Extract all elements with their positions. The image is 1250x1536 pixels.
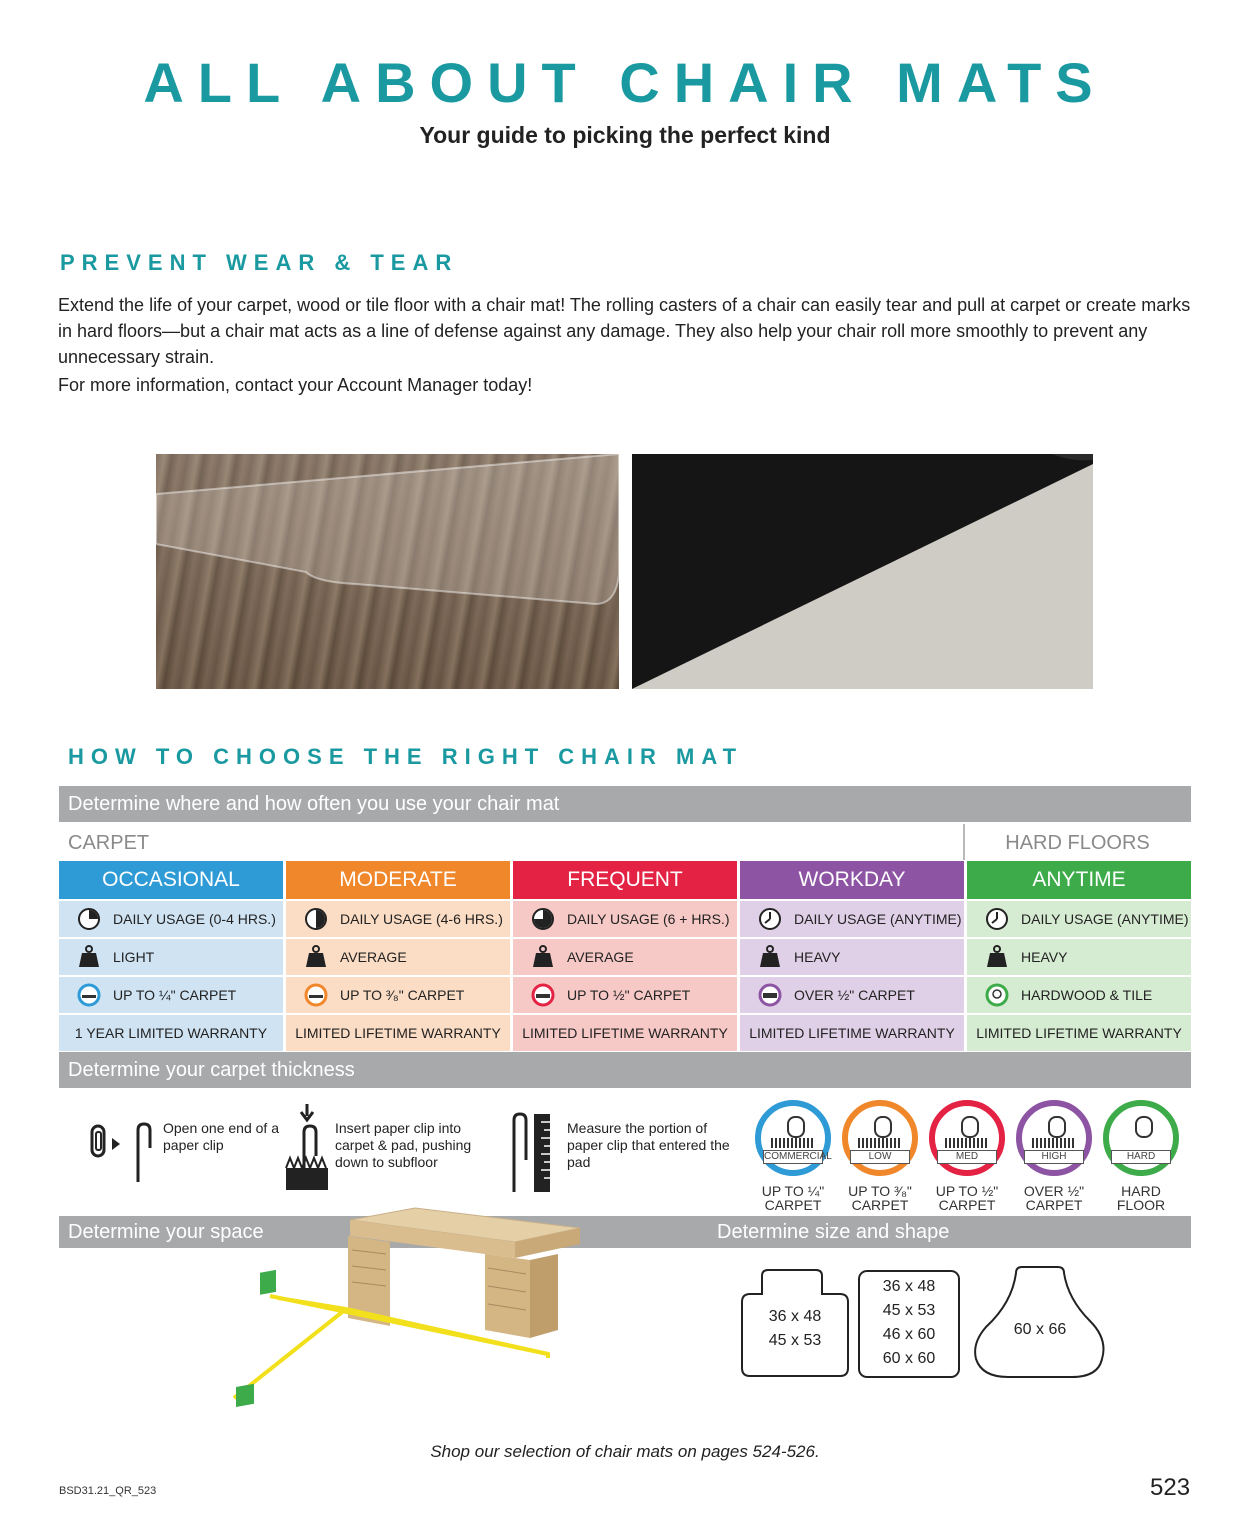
usage-row [513,899,737,937]
clock-icon [758,907,782,931]
usage-row [967,899,1191,937]
weight-icon [77,945,101,969]
weight-row [286,937,510,975]
badge-caption: UP TO ¼" CARPET [761,1183,825,1213]
step-insert-clip: Insert paper clip into carpet & pad, pushing down to subfloor [335,1120,472,1170]
badge-low [842,1100,918,1212]
weight-row [967,937,1191,975]
warranty-text: LIMITED LIFETIME WARRANTY [522,1025,728,1041]
column-workday [740,861,964,1051]
surface-text: UP TO ³⁄₈" CARPET [340,987,465,1003]
where-band: Determine where and how often you use your chair mat [59,786,1191,822]
paper-clip-icon [88,1122,158,1184]
weight-icon [531,945,555,969]
weight-row [59,937,283,975]
step-measure-clip: Measure the portion of paper clip that entered the pad [567,1120,730,1170]
corner-size: 60 x 66 [1013,1321,1067,1338]
clock-icon [77,907,101,931]
badge-tag: COMMERCIAL [764,1151,832,1162]
clock-icon [304,907,328,931]
carpet-badge-icon [304,983,328,1007]
badge-med [929,1100,1005,1212]
column-header: OCCASIONAL [59,861,283,899]
space-band: Determine your space [59,1216,705,1248]
intro-paragraph: Extend the life of your carpet, wood or tile floor with a chair mat! The rolling casters of a chair can easily tear and pull at carpet or create marks in hard floors—but a chair mat acts as a line of defense against any damage. They also help your chair roll more smoothly to prevent any unnecessary strain. [58,295,1191,367]
usage-text: DAILY USAGE (4-6 HRS.) [340,911,503,927]
carpet-badge-icon [77,983,101,1007]
carpet-badge-icon [758,983,782,1007]
column-frequent [513,861,737,1051]
carpet-label: CARPET [68,832,150,854]
weight-text: AVERAGE [567,949,634,965]
usage-text: DAILY USAGE (ANYTIME) [1021,911,1189,927]
column-header: ANYTIME [967,861,1191,899]
warranty-text: LIMITED LIFETIME WARRANTY [295,1025,501,1041]
warranty-row [286,1013,510,1051]
med-carpet-icon [929,1100,1005,1176]
badge-tag: HIGH [1024,1150,1084,1164]
badge-high [1016,1100,1092,1212]
floor-type-row [59,824,1191,860]
shop-note: Shop our selection of chair mats on pages 524-526. [430,1442,820,1461]
surface-text: OVER ½" CARPET [794,987,915,1003]
surface-text: UP TO ½" CARPET [567,987,691,1003]
usage-row [740,899,964,937]
carpet-badge-icon [531,983,555,1007]
badge-tag: LOW [850,1150,910,1164]
rect-size-3: 46 x 60 [882,1326,936,1343]
wood-floor-photo [156,454,619,689]
weight-icon [304,945,328,969]
surface-row [59,975,283,1013]
contact-line: For more information, contact your Account Manager today! [58,375,533,395]
badge-caption: HARD FLOOR [1116,1183,1166,1213]
column-occasional [59,861,283,1051]
warranty-text: 1 YEAR LIMITED WARRANTY [74,1025,268,1041]
thickness-band: Determine your carpet thickness [59,1052,1191,1088]
column-header: FREQUENT [513,861,737,899]
hard-floor-icon [1103,1100,1179,1176]
insert-clip-icon [284,1102,330,1198]
column-moderate [286,861,510,1051]
usage-text: DAILY USAGE (ANYTIME) [794,911,962,927]
commercial-carpet-icon [755,1100,831,1176]
warranty-row [59,1013,283,1051]
desk-illustration [230,1206,590,1421]
weight-row [740,937,964,975]
badge-caption: UP TO ³⁄₈" CARPET [848,1183,912,1213]
rect-size-2: 45 x 53 [882,1302,936,1319]
size-band: Determine size and shape [705,1216,1191,1248]
surface-text: UP TO ¼" CARPET [113,987,237,1003]
warranty-row [513,1013,737,1051]
surface-row [513,975,737,1013]
weight-icon [758,945,782,969]
low-carpet-icon [842,1100,918,1176]
lip-size-2: 45 x 53 [768,1332,822,1349]
column-header: MODERATE [286,861,510,899]
weight-text: HEAVY [1021,949,1068,965]
wear-heading: PREVENT WEAR & TEAR [60,250,459,275]
page-subtitle: Your guide to picking the perfect kind [419,122,831,148]
page-title: ALL ABOUT CHAIR MATS [143,51,1107,114]
page-number: 523 [1150,1474,1191,1501]
surface-row [967,975,1191,1013]
warranty-row [740,1013,964,1051]
hard-floors-label: HARD FLOORS [1005,832,1150,854]
usage-text: DAILY USAGE (6 + HRS.) [567,911,730,927]
column-anytime [967,861,1191,1051]
badge-hard [1103,1100,1179,1212]
weight-text: AVERAGE [340,949,407,965]
warranty-row [967,1013,1191,1051]
step-open-clip: Open one end of a paper clip [163,1120,279,1153]
surface-row [286,975,510,1013]
rect-size-4: 60 x 60 [882,1350,936,1367]
badge-caption: OVER ½" CARPET [1023,1183,1085,1213]
badge-tag: MED [937,1150,997,1164]
weight-text: HEAVY [794,949,841,965]
hard-floor-badge-icon [985,983,1009,1007]
weight-icon [985,945,1009,969]
usage-row [286,899,510,937]
surface-row [740,975,964,1013]
usage-row [59,899,283,937]
column-header: WORKDAY [740,861,964,899]
surface-text: HARDWOOD & TILE [1021,987,1153,1003]
clock-icon [531,907,555,931]
badge-caption: UP TO ½" CARPET [935,1183,999,1213]
ruler-icon [508,1110,556,1194]
carpet-mat-photo [632,454,1093,689]
warranty-text: LIMITED LIFETIME WARRANTY [749,1025,955,1041]
badge-commercial [755,1100,831,1212]
weight-text: LIGHT [113,949,155,965]
lip-size-1: 36 x 48 [768,1308,822,1325]
high-carpet-icon [1016,1100,1092,1176]
usage-text: DAILY USAGE (0-4 HRS.) [113,911,276,927]
weight-row [513,937,737,975]
badge-tag: HARD [1111,1150,1171,1164]
warranty-text: LIMITED LIFETIME WARRANTY [976,1025,1182,1041]
catalog-code: BSD31.21_QR_523 [59,1485,157,1497]
rect-size-1: 36 x 48 [882,1278,936,1295]
clock-icon [985,907,1009,931]
usage-grid [59,861,1191,1051]
choose-heading: HOW TO CHOOSE THE RIGHT CHAIR MAT [68,744,744,769]
